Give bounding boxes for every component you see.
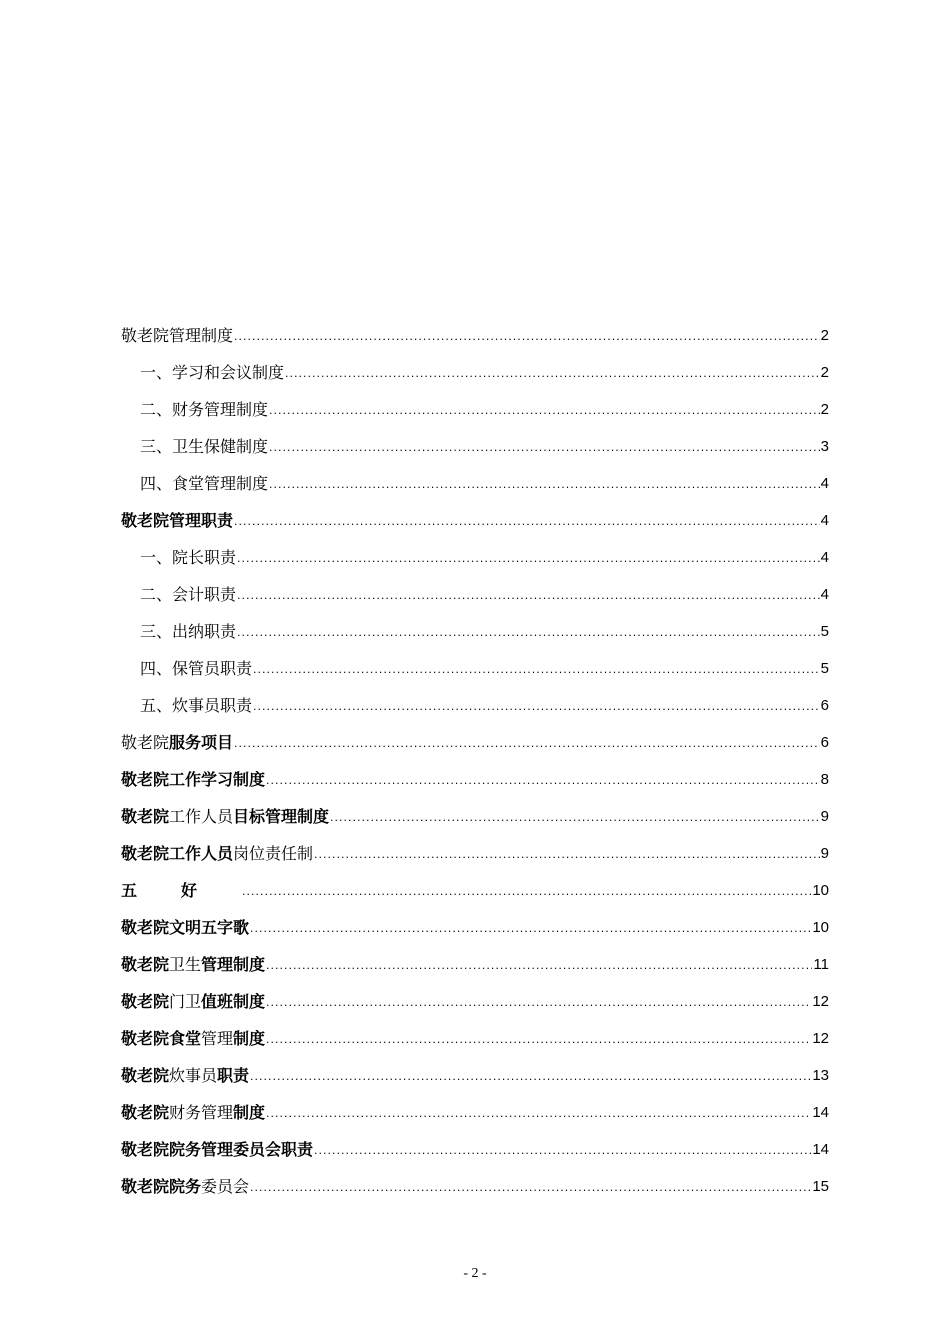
toc-entry-title — [121, 1177, 249, 1197]
toc-dot-leader — [234, 737, 820, 751]
toc-entry-page: 8 — [820, 771, 829, 788]
toc-entry-page: 14 — [812, 1104, 829, 1121]
toc-entry-title-part: 五、炊事员职责 — [140, 696, 253, 715]
toc-entry-title — [140, 548, 236, 568]
toc-entry-title-part: 敬老院工作人员 — [121, 844, 234, 863]
toc-entry-title — [121, 807, 329, 827]
toc-entry-title — [140, 585, 236, 605]
toc-entry[interactable] — [121, 572, 829, 609]
toc-entry-page: 13 — [812, 1067, 829, 1084]
toc-entry-title-part: 制度 — [233, 1029, 266, 1048]
toc-entry[interactable] — [121, 609, 829, 646]
toc-dot-leader — [285, 367, 820, 381]
toc-entry-page: 12 — [812, 993, 829, 1010]
toc-entry-page: 3 — [820, 438, 829, 455]
toc-dot-leader — [253, 700, 820, 714]
toc-entry-title-part: 四、保管员职责 — [140, 659, 253, 678]
toc-dot-leader — [253, 663, 820, 677]
toc-entry-page: 4 — [820, 512, 829, 529]
toc-entry-title-part: 职责 — [217, 1066, 250, 1085]
toc-entry-title-part: 目标管理制度 — [233, 807, 330, 826]
toc-entry-page: 9 — [820, 845, 829, 862]
toc-entry-title-part: 敬老院 — [121, 807, 170, 826]
toc-entry-title-part: 值班制度 — [201, 992, 266, 1011]
toc-entry-title-part: 四、食堂管理制度 — [140, 474, 269, 493]
toc-dot-leader — [266, 1107, 811, 1121]
toc-entry-page: 10 — [812, 882, 829, 899]
toc-entry-page: 9 — [820, 808, 829, 825]
page-number: - 2 - — [463, 1266, 487, 1281]
toc-entry-page: 6 — [820, 734, 829, 751]
toc-entry-title — [121, 1140, 313, 1160]
toc-entry-title — [121, 992, 265, 1012]
toc-entry-title — [140, 363, 284, 383]
toc-dot-leader — [266, 996, 811, 1010]
toc-entry-title-part: 二、财务管理制度 — [140, 400, 269, 419]
toc-entry[interactable] — [121, 1164, 829, 1201]
toc-entry-title-part: 二、会计职责 — [140, 585, 237, 604]
toc-entry-title-part: 一、学习和会议制度 — [140, 363, 285, 382]
toc-entry-title — [121, 955, 265, 975]
toc-entry-title-part: 敬老院院务管理委员会职责 — [121, 1140, 314, 1159]
toc-entry[interactable] — [121, 350, 829, 387]
toc-entry-title-part: 一、院长职责 — [140, 548, 237, 567]
toc-entry-title-part: 工作人员 — [169, 807, 234, 826]
toc-dot-leader — [250, 1070, 811, 1084]
toc-dot-leader — [314, 1144, 811, 1158]
toc-entry-page: 5 — [820, 660, 829, 677]
toc-entry-title-part: 卫生 — [169, 955, 202, 974]
toc-entry-page: 11 — [813, 956, 829, 973]
toc-dot-leader — [237, 626, 820, 640]
toc-entry-title — [121, 1029, 265, 1049]
toc-entry-title-part: 管理制度 — [201, 955, 266, 974]
toc-entry-title — [121, 770, 265, 790]
toc-dot-leader — [266, 959, 812, 973]
toc-entry-title-part: 制度 — [233, 1103, 266, 1122]
toc-dot-leader — [237, 552, 820, 566]
toc-entry-page: 2 — [820, 401, 829, 418]
toc-entry[interactable] — [121, 720, 829, 757]
toc-entry-title — [140, 622, 236, 642]
toc-entry-title — [140, 474, 268, 494]
toc-entry[interactable] — [121, 1053, 829, 1090]
toc-entry-page: 6 — [820, 697, 829, 714]
toc-dot-leader — [330, 811, 820, 825]
toc-entry[interactable] — [121, 683, 829, 720]
toc-entry-title-part: 三、出纳职责 — [140, 622, 237, 641]
toc-entry-title-part: 敬老院 — [121, 955, 170, 974]
toc-entry-page: 14 — [812, 1141, 829, 1158]
toc-entry[interactable] — [121, 313, 829, 350]
toc-entry[interactable] — [121, 942, 829, 979]
toc-entry-title-part: 敬老院管理职责 — [121, 511, 234, 530]
toc-entry-title — [121, 1066, 249, 1086]
toc-entry-title-part: 服务项目 — [169, 733, 234, 752]
toc-entry[interactable] — [121, 1127, 829, 1164]
toc-entry-title — [140, 659, 252, 679]
toc-entry-title — [121, 326, 233, 346]
toc-entry[interactable] — [121, 646, 829, 683]
toc-entry-page: 10 — [812, 919, 829, 936]
toc-dot-leader — [269, 404, 820, 418]
toc-entry[interactable] — [121, 424, 829, 461]
toc-entry-title-part: 敬老院管理制度 — [121, 326, 234, 345]
toc-entry-page: 4 — [820, 586, 829, 603]
toc-entry-title-part: 五好 — [121, 881, 242, 900]
toc-entry-title — [140, 696, 252, 716]
toc-entry-page: 4 — [820, 475, 829, 492]
toc-entry[interactable] — [121, 905, 829, 942]
toc-entry-title-part: 管理 — [201, 1029, 234, 1048]
toc-entry-title — [121, 511, 233, 531]
toc-entry-page: 4 — [820, 549, 829, 566]
toc-entry-title — [140, 400, 268, 420]
toc-entry-title — [121, 918, 249, 938]
toc-entry[interactable] — [121, 868, 829, 905]
toc-entry-title-part: 敬老院食堂 — [121, 1029, 202, 1048]
toc-entry-title-part: 三、卫生保健制度 — [140, 437, 269, 456]
toc-entry-title — [121, 844, 313, 864]
toc-entry-title-part: 敬老院工作学习制度 — [121, 770, 266, 789]
toc-entry-page: 5 — [820, 623, 829, 640]
table-of-contents — [121, 313, 829, 1201]
toc-dot-leader — [250, 922, 811, 936]
toc-entry-title-part: 敬老院院务 — [121, 1177, 202, 1196]
toc-entry[interactable] — [121, 979, 829, 1016]
toc-entry-title-part: 敬老院 — [121, 992, 170, 1011]
toc-dot-leader — [269, 478, 820, 492]
toc-entry-title — [121, 1103, 265, 1123]
toc-entry[interactable] — [121, 1016, 829, 1053]
toc-entry-title-part: 委员会 — [201, 1177, 250, 1196]
toc-entry-title-part: 敬老院 — [121, 1103, 170, 1122]
toc-dot-leader — [234, 515, 820, 529]
toc-entry-title — [140, 437, 268, 457]
toc-entry-page: 2 — [820, 364, 829, 381]
toc-entry-title-part: 门卫 — [169, 992, 202, 1011]
toc-entry[interactable] — [121, 387, 829, 424]
toc-entry-title — [121, 733, 233, 753]
toc-dot-leader — [237, 589, 820, 603]
toc-entry[interactable] — [121, 498, 829, 535]
toc-dot-leader — [266, 774, 820, 788]
toc-entry[interactable] — [121, 757, 829, 794]
toc-entry[interactable] — [121, 535, 829, 572]
toc-entry[interactable] — [121, 831, 829, 868]
toc-entry-title-part: 岗位责任制 — [233, 844, 314, 863]
toc-dot-leader — [266, 1033, 811, 1047]
toc-entry[interactable] — [121, 461, 829, 498]
toc-entry[interactable] — [121, 794, 829, 831]
toc-dot-leader — [250, 1181, 811, 1195]
toc-entry-title-part: 敬老院 — [121, 1066, 170, 1085]
toc-entry[interactable] — [121, 1090, 829, 1127]
toc-entry-title-part: 敬老院文明五字歌 — [121, 918, 250, 937]
toc-entry-page: 12 — [812, 1030, 829, 1047]
toc-entry-page: 2 — [820, 327, 829, 344]
toc-dot-leader — [234, 330, 820, 344]
toc-dot-leader — [242, 885, 811, 899]
toc-entry-title-part: 炊事员 — [169, 1066, 218, 1085]
toc-entry-page: 15 — [812, 1178, 829, 1195]
toc-entry-title-part: 敬老院 — [121, 733, 170, 752]
toc-dot-leader — [314, 848, 820, 862]
toc-entry-title — [121, 881, 241, 901]
toc-dot-leader — [269, 441, 820, 455]
toc-entry-title-part: 财务管理 — [169, 1103, 234, 1122]
